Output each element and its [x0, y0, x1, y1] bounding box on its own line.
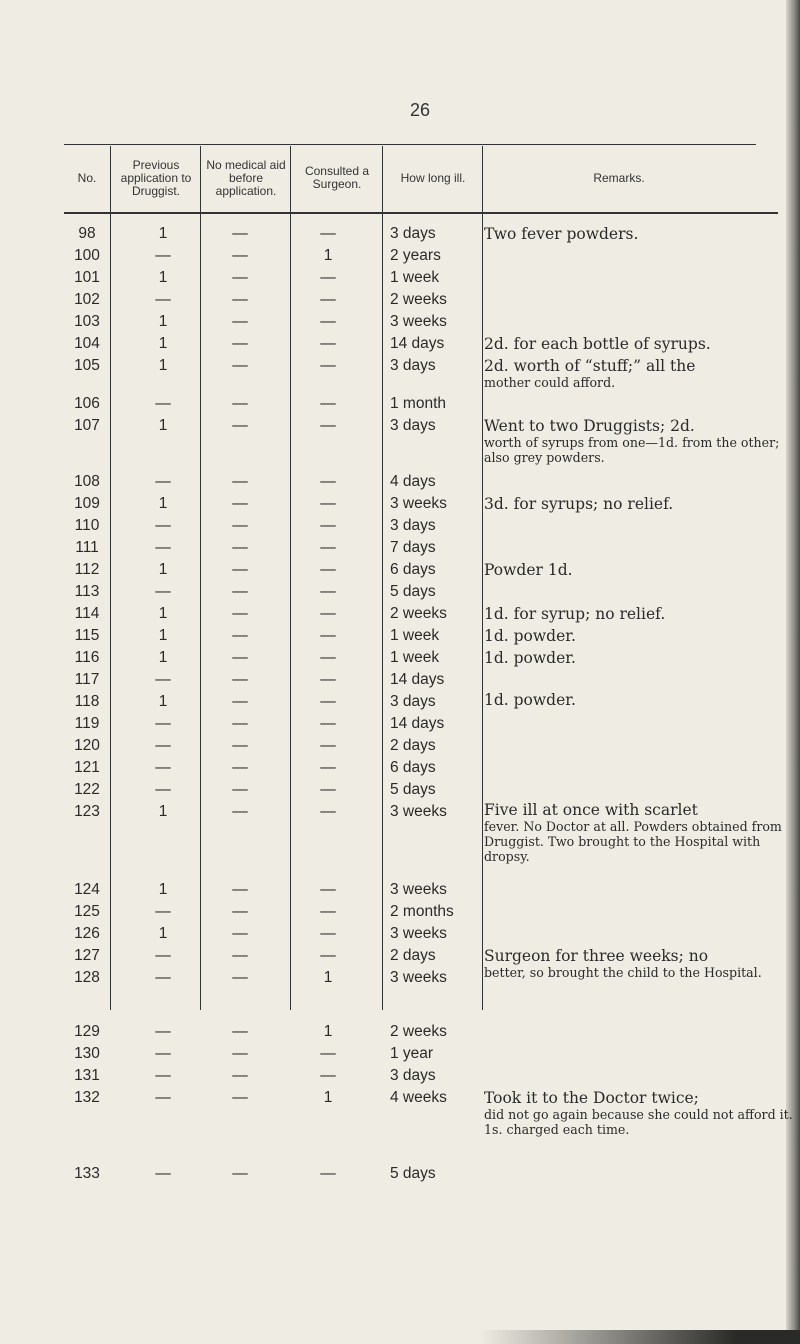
row-number: 98 — [78, 225, 96, 242]
no-medical-aid-value: — — [232, 357, 248, 374]
remark-123: Five ill at once with scarlet fever. No Doctor at all. Powders obtained from Druggist. Two brought to the Hospital with dropsy. — [484, 801, 782, 864]
previous-application-value: 1 — [158, 925, 168, 942]
table-row — [64, 536, 800, 560]
previous-application-value: — — [155, 759, 171, 776]
consulted-surgeon-value: — — [320, 715, 336, 732]
how-long-ill-value: 1 week — [390, 269, 440, 286]
no-medical-aid-value: — — [232, 925, 248, 942]
table-row — [64, 756, 800, 780]
remark-112: Powder 1d. — [484, 561, 573, 579]
row-number: 133 — [74, 1165, 100, 1182]
no-medical-aid-value: — — [232, 495, 248, 512]
how-long-ill-value: 2 weeks — [390, 605, 447, 622]
consulted-surgeon-value: 1 — [323, 247, 333, 264]
row-number: 117 — [74, 671, 100, 688]
header-remarks: Remarks. — [593, 170, 645, 185]
previous-application-value: — — [155, 247, 171, 264]
how-long-ill-value: 4 weeks — [390, 1089, 447, 1106]
consulted-surgeon-value: 1 — [323, 1023, 333, 1040]
consulted-surgeon-value: — — [320, 925, 336, 942]
table-row — [64, 734, 800, 758]
header-consulted-surgeon: Consulted a Surgeon. — [304, 164, 370, 191]
previous-application-value: — — [155, 947, 171, 964]
previous-application-value: — — [155, 539, 171, 556]
how-long-ill-value: 5 days — [390, 583, 436, 600]
how-long-ill-value: 14 days — [390, 671, 445, 688]
consulted-surgeon-value: — — [320, 759, 336, 776]
no-medical-aid-value: — — [232, 247, 248, 264]
previous-application-value: 1 — [158, 605, 168, 622]
row-number: 127 — [74, 947, 100, 964]
previous-application-value: 1 — [158, 313, 168, 330]
how-long-ill-value: 3 days — [390, 693, 436, 710]
how-long-ill-value: 3 days — [390, 225, 436, 242]
no-medical-aid-value: — — [232, 969, 248, 986]
header-no: No. — [77, 170, 97, 185]
table-row — [64, 244, 800, 268]
how-long-ill-value: 3 weeks — [390, 803, 447, 820]
how-long-ill-value: 2 weeks — [390, 291, 447, 308]
previous-application-value: — — [155, 583, 171, 600]
row-number: 128 — [74, 969, 100, 986]
how-long-ill-value: 1 week — [390, 649, 440, 666]
row-number: 106 — [74, 395, 100, 412]
how-long-ill-value: 2 weeks — [390, 1023, 447, 1040]
row-number: 132 — [74, 1089, 100, 1106]
no-medical-aid-value: — — [232, 803, 248, 820]
header-top-rule — [64, 144, 756, 145]
how-long-ill-value: 5 days — [390, 1165, 436, 1182]
no-medical-aid-value: — — [232, 225, 248, 242]
no-medical-aid-value: — — [232, 291, 248, 308]
previous-application-value: — — [155, 969, 171, 986]
row-number: 125 — [74, 903, 100, 920]
table-row — [64, 1162, 800, 1186]
no-medical-aid-value: — — [232, 903, 248, 920]
no-medical-aid-value: — — [232, 737, 248, 754]
header-previous-application: Previous application to Druggist. — [120, 157, 192, 198]
consulted-surgeon-value: — — [320, 335, 336, 352]
no-medical-aid-value: — — [232, 1023, 248, 1040]
previous-application-value: — — [155, 517, 171, 534]
consulted-surgeon-value: — — [320, 291, 336, 308]
no-medical-aid-value: — — [232, 313, 248, 330]
table-row — [64, 778, 800, 802]
consulted-surgeon-value: — — [320, 225, 336, 242]
row-number: 108 — [74, 473, 100, 490]
row-number: 119 — [74, 715, 100, 732]
remark-98: Two fever powders. — [484, 225, 639, 243]
remark-116: 1d. powder. — [484, 649, 576, 667]
consulted-surgeon-value: — — [320, 881, 336, 898]
consulted-surgeon-value: — — [320, 395, 336, 412]
how-long-ill-value: 4 days — [390, 473, 436, 490]
row-number: 101 — [74, 269, 100, 286]
table-row — [64, 470, 800, 494]
header-bottom-rule — [64, 212, 778, 214]
previous-application-value: — — [155, 473, 171, 490]
how-long-ill-value: 3 weeks — [390, 495, 447, 512]
previous-application-value: 1 — [158, 649, 168, 666]
no-medical-aid-value: — — [232, 417, 248, 434]
remark-109: 3d. for syrups; no relief. — [484, 495, 674, 513]
consulted-surgeon-value: — — [320, 781, 336, 798]
remark-115: 1d. powder. — [484, 627, 576, 645]
no-medical-aid-value: — — [232, 759, 248, 776]
row-number: 124 — [74, 881, 100, 898]
remark-128: Surgeon for three weeks; no better, so brought the child to the Hospital. — [484, 947, 762, 980]
consulted-surgeon-value: — — [320, 1045, 336, 1062]
no-medical-aid-value: — — [232, 947, 248, 964]
remark-118: 1d. powder. — [484, 691, 576, 709]
row-number: 129 — [74, 1023, 100, 1040]
remark-114: 1d. for syrup; no relief. — [484, 605, 666, 623]
row-number: 123 — [74, 803, 100, 820]
previous-application-value: 1 — [158, 417, 168, 434]
consulted-surgeon-value: 1 — [323, 969, 333, 986]
how-long-ill-value: 3 days — [390, 417, 436, 434]
no-medical-aid-value: — — [232, 671, 248, 688]
table-row — [64, 580, 800, 604]
table-row — [64, 1020, 800, 1044]
row-number: 105 — [74, 357, 100, 374]
bottom-edge-shadow — [480, 1330, 800, 1344]
how-long-ill-value: 1 month — [390, 395, 447, 412]
table-row — [64, 922, 800, 946]
previous-application-value: — — [155, 291, 171, 308]
table-row — [64, 288, 800, 312]
how-long-ill-value: 3 weeks — [390, 881, 447, 898]
consulted-surgeon-value: 1 — [323, 1089, 333, 1106]
consulted-surgeon-value: — — [320, 473, 336, 490]
no-medical-aid-value: — — [232, 561, 248, 578]
how-long-ill-value: 3 weeks — [390, 969, 447, 986]
no-medical-aid-value: — — [232, 395, 248, 412]
how-long-ill-value: 2 months — [390, 903, 454, 920]
no-medical-aid-value: — — [232, 1067, 248, 1084]
previous-application-value: — — [155, 1089, 171, 1106]
row-number: 131 — [74, 1067, 100, 1084]
table-row — [64, 878, 800, 902]
row-number: 113 — [74, 583, 100, 600]
previous-application-value: — — [155, 1165, 171, 1182]
how-long-ill-value: 1 year — [390, 1045, 434, 1062]
how-long-ill-value: 14 days — [390, 335, 445, 352]
previous-application-value: — — [155, 737, 171, 754]
previous-application-value: 1 — [158, 803, 168, 820]
previous-application-value: — — [155, 715, 171, 732]
how-long-ill-value: 3 days — [390, 357, 436, 374]
no-medical-aid-value: — — [232, 517, 248, 534]
no-medical-aid-value: — — [232, 1165, 248, 1182]
table-row — [64, 514, 800, 538]
consulted-surgeon-value: — — [320, 417, 336, 434]
previous-application-value: — — [155, 1045, 171, 1062]
row-number: 109 — [74, 495, 100, 512]
how-long-ill-value: 3 days — [390, 517, 436, 534]
previous-application-value: — — [155, 395, 171, 412]
row-number: 122 — [74, 781, 100, 798]
consulted-surgeon-value: — — [320, 903, 336, 920]
remark-105: 2d. worth of “stuff;” all the mother could afford. — [484, 357, 696, 390]
header-no-medical-aid: No medical aid before application. — [206, 157, 286, 198]
remark-132: Took it to the Doctor twice; did not go again because she could not afford it. 1s. charged each time. — [484, 1089, 793, 1137]
row-number: 107 — [74, 417, 100, 434]
consulted-surgeon-value: — — [320, 671, 336, 688]
no-medical-aid-value: — — [232, 1045, 248, 1062]
remark-107: Went to two Druggists; 2d. worth of syrups from one—1d. from the other; also grey powders. — [484, 417, 780, 465]
no-medical-aid-value: — — [232, 539, 248, 556]
previous-application-value: — — [155, 1023, 171, 1040]
consulted-surgeon-value: — — [320, 561, 336, 578]
consulted-surgeon-value: — — [320, 539, 336, 556]
consulted-surgeon-value: — — [320, 583, 336, 600]
consulted-surgeon-value: — — [320, 313, 336, 330]
no-medical-aid-value: — — [232, 693, 248, 710]
consulted-surgeon-value: — — [320, 693, 336, 710]
previous-application-value: 1 — [158, 357, 168, 374]
no-medical-aid-value: — — [232, 269, 248, 286]
previous-application-value: 1 — [158, 269, 168, 286]
previous-application-value: 1 — [158, 335, 168, 352]
consulted-surgeon-value: — — [320, 357, 336, 374]
remark-104: 2d. for each bottle of syrups. — [484, 335, 711, 353]
consulted-surgeon-value: — — [320, 495, 336, 512]
table-row — [64, 900, 800, 924]
consulted-surgeon-value: — — [320, 1067, 336, 1084]
row-number: 114 — [74, 605, 100, 622]
row-number: 130 — [74, 1045, 100, 1062]
consulted-surgeon-value: — — [320, 517, 336, 534]
consulted-surgeon-value: — — [320, 947, 336, 964]
previous-application-value: 1 — [158, 225, 168, 242]
row-number: 111 — [75, 539, 99, 556]
previous-application-value: 1 — [158, 881, 168, 898]
how-long-ill-value: 5 days — [390, 781, 436, 798]
row-number: 115 — [74, 627, 100, 644]
row-number: 104 — [74, 335, 100, 352]
row-number: 118 — [74, 693, 100, 710]
table-row — [64, 310, 800, 334]
previous-application-value: 1 — [158, 561, 168, 578]
no-medical-aid-value: — — [232, 715, 248, 732]
previous-application-value: 1 — [158, 627, 168, 644]
how-long-ill-value: 2 years — [390, 247, 441, 264]
row-number: 120 — [74, 737, 100, 754]
row-number: 110 — [74, 517, 100, 534]
previous-application-value: — — [155, 671, 171, 688]
row-number: 102 — [74, 291, 100, 308]
how-long-ill-value: 2 days — [390, 737, 436, 754]
consulted-surgeon-value: — — [320, 649, 336, 666]
row-number: 116 — [74, 649, 100, 666]
previous-application-value: — — [155, 1067, 171, 1084]
no-medical-aid-value: — — [232, 781, 248, 798]
how-long-ill-value: 7 days — [390, 539, 436, 556]
previous-application-value: 1 — [158, 693, 168, 710]
how-long-ill-value: 6 days — [390, 759, 436, 776]
row-number: 112 — [74, 561, 100, 578]
no-medical-aid-value: — — [232, 605, 248, 622]
header-how-long-ill: How long ill. — [400, 170, 466, 185]
previous-application-value: — — [155, 781, 171, 798]
how-long-ill-value: 3 weeks — [390, 313, 447, 330]
no-medical-aid-value: — — [232, 473, 248, 490]
how-long-ill-value: 2 days — [390, 947, 436, 964]
how-long-ill-value: 6 days — [390, 561, 436, 578]
consulted-surgeon-value: — — [320, 627, 336, 644]
table-row — [64, 668, 800, 692]
how-long-ill-value: 1 week — [390, 627, 440, 644]
row-number: 100 — [74, 247, 100, 264]
previous-application-value: 1 — [158, 495, 168, 512]
how-long-ill-value: 3 weeks — [390, 925, 447, 942]
table-row — [64, 712, 800, 736]
how-long-ill-value: 3 days — [390, 1067, 436, 1084]
page-number: 26 — [409, 100, 431, 120]
previous-application-value: — — [155, 903, 171, 920]
no-medical-aid-value: — — [232, 627, 248, 644]
row-number: 103 — [74, 313, 100, 330]
no-medical-aid-value: — — [232, 649, 248, 666]
consulted-surgeon-value: — — [320, 605, 336, 622]
consulted-surgeon-value: — — [320, 737, 336, 754]
table-row — [64, 1064, 800, 1088]
row-number: 121 — [74, 759, 100, 776]
no-medical-aid-value: — — [232, 583, 248, 600]
no-medical-aid-value: — — [232, 881, 248, 898]
no-medical-aid-value: — — [232, 1089, 248, 1106]
consulted-surgeon-value: — — [320, 269, 336, 286]
table-row — [64, 392, 800, 416]
row-number: 126 — [74, 925, 100, 942]
consulted-surgeon-value: — — [320, 803, 336, 820]
table-row — [64, 1042, 800, 1066]
how-long-ill-value: 14 days — [390, 715, 445, 732]
no-medical-aid-value: — — [232, 335, 248, 352]
consulted-surgeon-value: — — [320, 1165, 336, 1182]
table-row — [64, 266, 800, 290]
